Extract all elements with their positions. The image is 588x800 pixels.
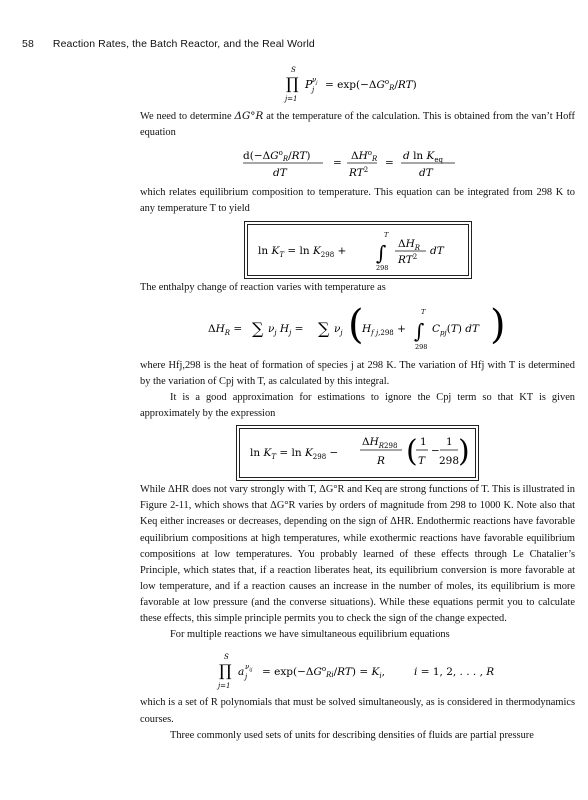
svg-text:RT2: $RT^2$ bbox=[348, 166, 368, 180]
svg-text:j: j bbox=[311, 86, 314, 94]
svg-text:1: 1 bbox=[446, 436, 453, 449]
svg-text:ΔHoR: $\Delta H^o_R$ bbox=[350, 149, 377, 164]
paragraph-5: It is a good approximation for estimations to ignore the Cpj term so that KT is given approximately by the expression bbox=[140, 391, 575, 419]
eq4-lower: 298 bbox=[414, 342, 427, 351]
svg-text:298: 298 bbox=[439, 455, 460, 468]
svg-text:ν: ν bbox=[311, 76, 316, 84]
svg-text:j: j bbox=[244, 673, 247, 682]
svg-text:): ) bbox=[489, 301, 506, 348]
equation-vant-hoff bbox=[140, 147, 575, 181]
eq1-upper: S bbox=[290, 66, 296, 74]
paragraph-2: which relates equilibrium composition to temperature. This equation can be integrated from 298 K to any temperature T to yield bbox=[140, 187, 575, 215]
svg-text:a: a bbox=[237, 666, 244, 679]
svg-text:dT: dT bbox=[418, 167, 433, 180]
eq3-upper: T bbox=[383, 230, 388, 239]
svg-text:i = 1, 2, . . . , R: i = 1, 2, . . . , R bbox=[413, 666, 494, 679]
svg-text:dT: dT bbox=[272, 167, 287, 180]
svg-text:T: T bbox=[418, 455, 426, 468]
svg-text:R: R bbox=[377, 455, 385, 468]
svg-text:νj Hj =: $\nu_j$ $H_j$ = bbox=[267, 322, 303, 337]
paragraph-9: Three commonly used sets of units for describing densities of fluids are partial pressure bbox=[170, 729, 534, 741]
svg-text:ΔHR298: $\Delta H_R298$ bbox=[362, 436, 398, 451]
svg-text:(: ( bbox=[406, 434, 418, 470]
running-header bbox=[22, 36, 315, 52]
paragraph-1: We need to determine ΔG°R at the temperature of the calculation. This is obtained from the van’t Hoff equation bbox=[140, 110, 575, 139]
svg-text:−: − bbox=[431, 445, 440, 458]
svg-text:d(−ΔGoR/RT): $d(-\Delta G^o_R/RT)$ bbox=[242, 149, 310, 164]
page-number: 58 bbox=[22, 38, 34, 50]
equation-multiple-reactions bbox=[140, 649, 575, 691]
equation-product-pressures bbox=[140, 60, 575, 104]
svg-text:d ln Keq: d $\ln K_{eq}$ bbox=[402, 150, 443, 165]
svg-text:∏: ∏ bbox=[285, 74, 299, 93]
equation-boxed-integral bbox=[140, 224, 575, 276]
svg-text:RT2: $RT^2$ bbox=[397, 252, 417, 266]
svg-text:∫: ∫ bbox=[413, 318, 424, 343]
svg-text:(: ( bbox=[347, 301, 364, 348]
svg-text:Hf j,298 +: $H_{f j},298$ + bbox=[361, 322, 406, 337]
equation-enthalpy-change bbox=[140, 302, 575, 354]
paragraph-7: For multiple reactions we have simultaneous equilibrium equations bbox=[170, 629, 450, 641]
paragraph-3: The enthalpy change of reaction varies with temperature as bbox=[140, 281, 386, 293]
svg-text:∏: ∏ bbox=[218, 661, 232, 681]
eq6-upper: S bbox=[223, 653, 229, 662]
svg-text:ΔHR: $\Delta H_R$ bbox=[397, 237, 420, 252]
svg-text:1: 1 bbox=[420, 436, 427, 449]
svg-text:νij: $\nu_{ij}$ bbox=[244, 663, 252, 674]
svg-text:dT: dT bbox=[429, 244, 444, 257]
eq6-lower: j=1 bbox=[217, 682, 230, 691]
running-title: Reaction Rates, the Batch Reactor, and the Real World bbox=[52, 38, 315, 50]
paragraph-8: which is a set of R polynomials that must be solved simultaneously, as is considered in thermodynamics courses. bbox=[140, 697, 575, 725]
svg-text:νj: $\nu_j$ bbox=[333, 322, 343, 337]
svg-text:j: j bbox=[315, 80, 318, 86]
svg-text:P: P bbox=[304, 78, 312, 91]
eq3-lower: 298 bbox=[375, 263, 388, 272]
svg-text:∑: ∑ bbox=[251, 318, 263, 338]
svg-text:= exp(−ΔGoRi/RT) = Ki,: = $\exp(-\Delta G^o_{Ri}/RT) = K_i$, bbox=[261, 665, 385, 681]
equation-boxed-approx bbox=[140, 428, 575, 478]
svg-text:ln KT = ln K298 +: $\ln K_T = \ln K_{298}$ + bbox=[257, 244, 346, 259]
svg-text:∫: ∫ bbox=[375, 240, 386, 265]
svg-text:= exp(−ΔGoR/RT): = $\exp(-\Delta G^o_R/RT)$ bbox=[324, 78, 417, 92]
paragraph-6: While ΔHR does not vary strongly with T, ΔG°R and Keq are strong functions of T. This is illustrated in Figure 2-11, which shows that ΔG°R varies by orders of magnitude from 298 to 1000 K. Note also that Keq either increases or decreases, depending on the sign of ΔHR. Endothermic reactions have favorable equilibrium compositions at high temperatures, while exothermic reactions have favorable equilibrium compositions at low temperatures. You probably learned of these effects through Le Chatalier’s Principle, which states that, if a reaction liberates heat, its equilibrium conversion is more favorable at low temperature, and if a reaction causes an increase in the number of moles, its equilibrium is more favorable at low pressure (and the converse situations). While these equations permit you to calculate these effects, this simple principle permits you to check the sign of the change expected. bbox=[140, 484, 575, 625]
inline-dG: ΔG°R bbox=[234, 110, 264, 122]
svg-text:∑: ∑ bbox=[317, 318, 329, 338]
svg-text:=: = bbox=[332, 157, 342, 170]
svg-text:ln KT = ln K298 −: $\ln K_T = \ln K_{298}$ − bbox=[250, 447, 339, 462]
eq4-upper: T bbox=[420, 307, 425, 316]
page-body bbox=[140, 60, 575, 744]
svg-text:ΔHR =: $\Delta H_R$ = bbox=[207, 322, 242, 337]
svg-text:Cpj(T) dT: $C_{pj}(T)$ dT bbox=[431, 322, 479, 337]
svg-text:): ) bbox=[458, 434, 470, 470]
paragraph-4: where Hfj,298 is the heat of formation of species j at 298 K. The variation of Hfj with T is determined by the variation of Cpj with T, as calculated by this integral. bbox=[140, 359, 575, 387]
eq1-lower: j=1 bbox=[284, 95, 297, 103]
svg-text:=: = bbox=[384, 157, 394, 170]
